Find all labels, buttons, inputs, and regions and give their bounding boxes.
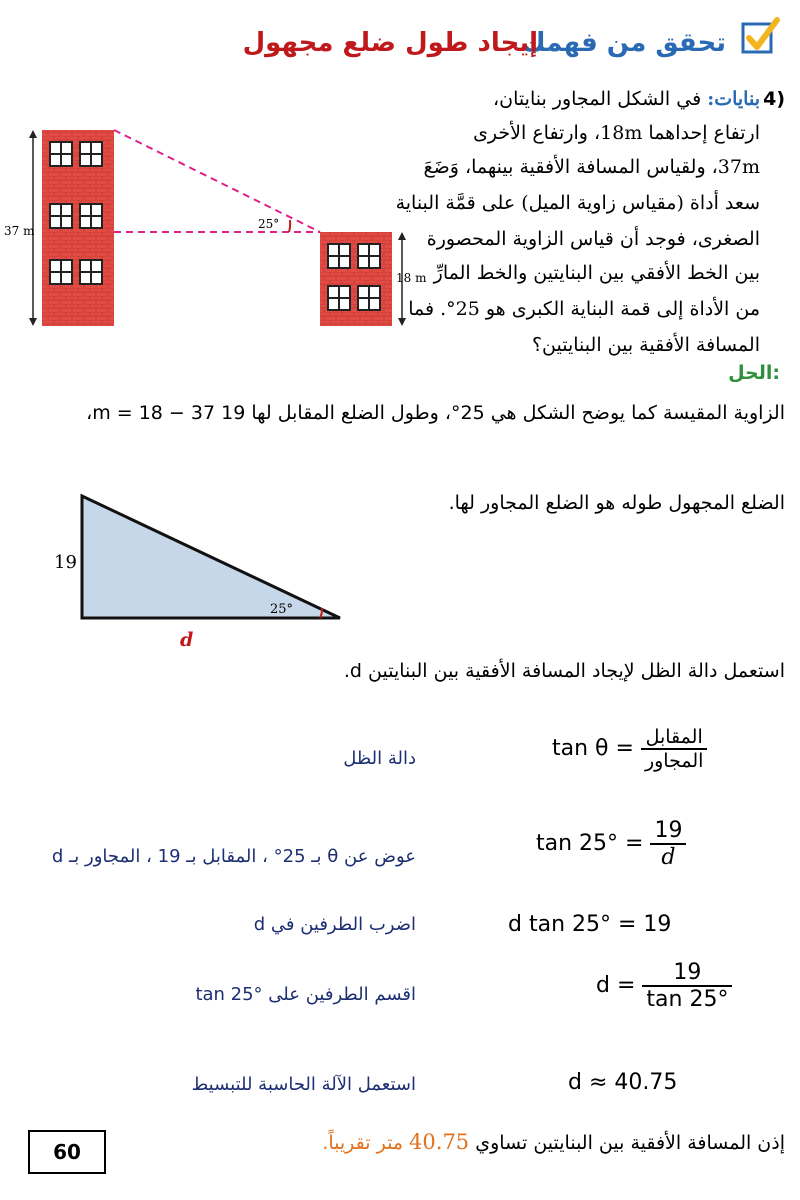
step-1-math: tan θ = $\frac{\text{المقابل}}{\text{المجاور}}$	[552, 726, 707, 772]
problem-line-6: بين الخط الأفقي بين البنايتين والخط المارِّ	[433, 262, 760, 284]
solution-line-1: الزاوية المقيسة كما يوضح الشكل هي 25°، وطول الضلع المقابل لها 19 m = 18 − 37،	[86, 402, 785, 424]
short-height-label: 18 m	[396, 271, 427, 285]
problem-line-1: بنايات: في الشكل المجاور بنايتان،	[493, 88, 760, 110]
tall-height-label: 37 m	[4, 224, 35, 238]
step-5-desc: استعمل الآلة الحاسبة للتبسيط	[191, 1074, 416, 1095]
problem-line-3: 37m، ولقياس المسافة الأفقية بينهما، وَضَعَ	[423, 156, 760, 178]
problem-line-2: ارتفاع إحداهما 18m، وارتفاع الأخرى	[473, 122, 760, 144]
step-1-desc: دالة الظل	[343, 748, 416, 769]
solution-line-3: استعمل دالة الظل لإيجاد المسافة الأفقية بين البنايتين d.	[343, 660, 785, 682]
step-5-math: d ≈ 40.75	[568, 1070, 678, 1095]
step-3-math: d tan 25° = 19	[508, 912, 672, 937]
page-number: 60	[28, 1130, 106, 1174]
buildings-figure	[0, 120, 430, 335]
problem-number: 4)	[763, 88, 785, 110]
lesson-title: إيجاد طول ضلع مجهول	[242, 28, 538, 58]
triangle-side-label: 19	[54, 552, 77, 573]
problem-keyword: بنايات:	[707, 88, 760, 110]
step-2-desc: عوض عن θ بـ 25° ، المقابل بـ 19 ، المجاور بـ d	[51, 846, 416, 867]
solution-label: الحل:	[728, 362, 780, 384]
sight-line	[114, 130, 320, 232]
conclusion-text: إذن المسافة الأفقية بين البنايتين تساوي 40.75 متر تقريباً.	[322, 1130, 785, 1154]
solution-line-2: الضلع المجهول طوله هو الضلع المجاور لها.	[448, 492, 785, 514]
check-mark-icon	[740, 16, 780, 56]
right-triangle-figure	[40, 488, 360, 658]
problem-line-4: سعد أداة (مقياس زاوية الميل) على قمَّة البناية	[395, 192, 760, 214]
check-understanding-title: تحقق من فهمك	[521, 28, 726, 58]
step-3-desc: اضرب الطرفين في d	[253, 914, 416, 935]
triangle-shape	[82, 496, 340, 618]
triangle-angle-label: 25°	[270, 602, 294, 617]
answer-value: 40.75	[409, 1130, 470, 1154]
problem-line-7: من الأداة إلى قمة البناية الكبرى هو 25°. فما	[408, 298, 760, 320]
triangle-base-label: d	[180, 629, 194, 651]
angle-label: 25°	[258, 217, 280, 231]
step-4-math: d = $\frac{19}{\tan 25^\circ}$	[596, 960, 732, 1012]
step-4-desc: اقسم الطرفين على tan 25°	[195, 984, 416, 1005]
problem-line-8: المسافة الأفقية بين البنايتين؟	[531, 334, 760, 356]
step-2-math: tan 25° = $\frac{19}{d}$	[536, 818, 686, 870]
problem-line-5: الصغرى، فوجد أن قياس الزاوية المحصورة	[426, 228, 760, 250]
